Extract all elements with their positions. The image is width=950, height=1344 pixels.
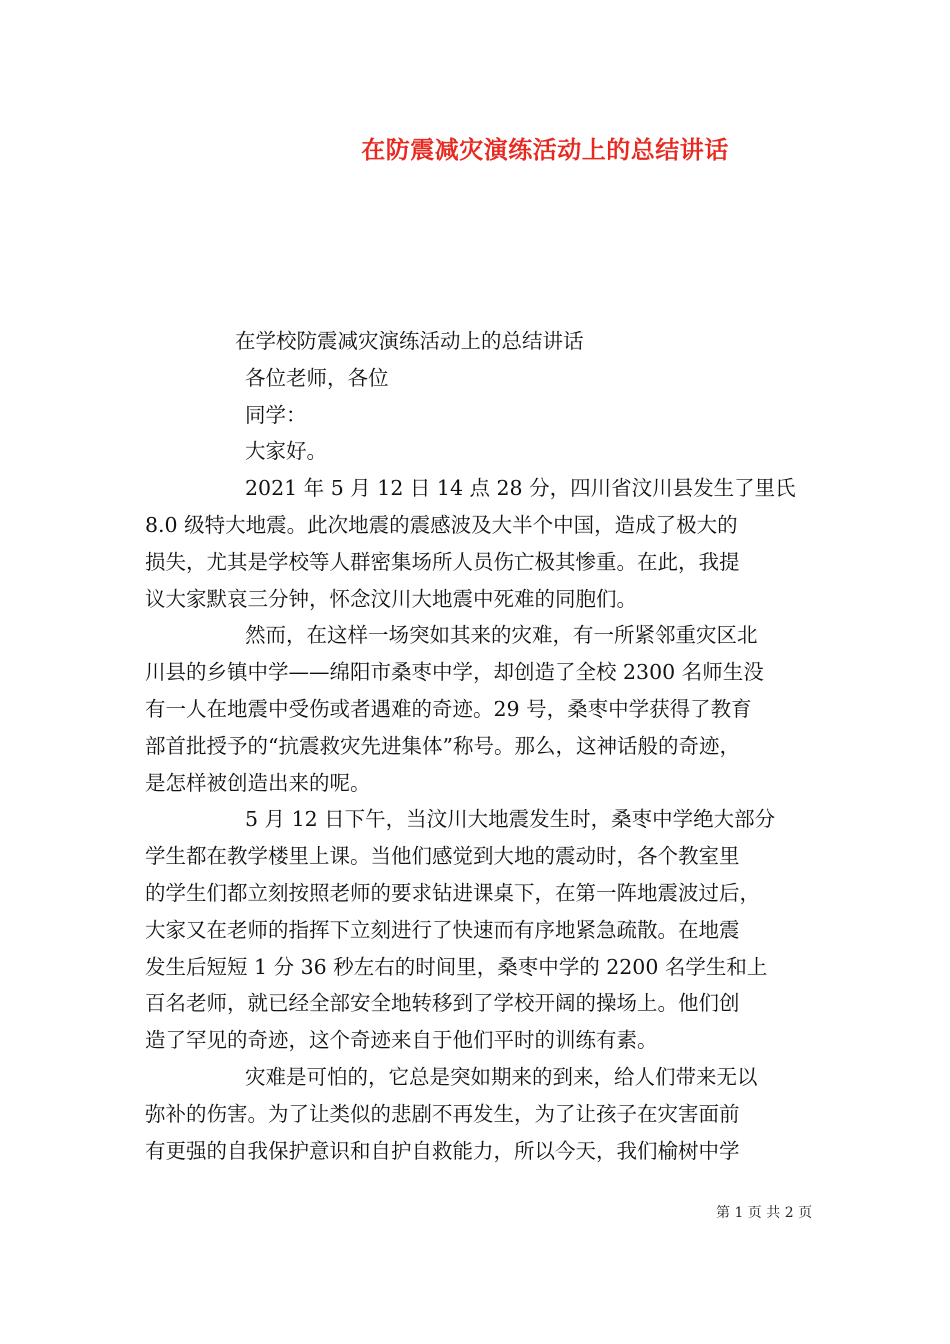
- paragraph-2: [145, 617, 805, 801]
- salutation-line: 大家好。: [245, 439, 327, 464]
- paragraph-line: 发生后短短 1 分 36 秒左右的时间里，桑枣中学的 2200 名学生和上: [145, 954, 768, 979]
- paragraph-3: [145, 801, 805, 1059]
- paragraph-line: 学生都在教学楼里上课。当他们感觉到大地的震动时，各个教室里: [145, 844, 740, 869]
- paragraph-line: 有一人在地震中受伤或者遇难的奇迹。29 号，桑枣中学获得了教育: [145, 696, 752, 721]
- salutation-line: 同学：: [245, 402, 307, 427]
- paragraph-line: 川县的乡镇中学——绵阳市桑枣中学，却创造了全校 2300 名师生没: [145, 660, 764, 685]
- paragraph-line: 大家又在老师的指挥下立刻进行了快速而有序地紧急疏散。在地震: [145, 917, 740, 942]
- paragraph-line: 造了罕见的奇迹，这个奇迹来自于他们平时的训练有素。: [145, 1028, 658, 1053]
- paragraph-4: [145, 1059, 805, 1169]
- document-subtitle: 在学校防震减灾演练活动上的总结讲话: [235, 329, 584, 353]
- paragraph-line: 损失，尤其是学校等人群密集场所人员伤亡极其惨重。在此，我提: [145, 549, 740, 574]
- paragraph-line: 灾难是可怕的，它总是突如期来的到来，给人们带来无以: [245, 1064, 758, 1089]
- salutation-line: 各位老师，各位: [245, 365, 389, 390]
- page-number: 第 1 页 共 2 页: [716, 1205, 813, 1221]
- paragraph-line: 8.0 级特大地震。此次地震的震感波及大半个中国，造成了极大的: [145, 512, 738, 537]
- paragraph-line: 弥补的伤害。为了让类似的悲剧不再发生，为了让孩子在灾害面前: [145, 1101, 740, 1126]
- paragraph-line: 是怎样被创造出来的呢。: [145, 770, 371, 795]
- document-body: [145, 323, 805, 1169]
- paragraph-line: 5 月 12 日下午，当汶川大地震发生时，桑枣中学绝大部分: [245, 807, 776, 832]
- paragraph-line: 2021 年 5 月 12 日 14 点 28 分，四川省汶川县发生了里氏: [245, 476, 796, 501]
- paragraph-line: 部首批授予的“抗震救灾先进集体”称号。那么，这神话般的奇迹，: [145, 733, 740, 758]
- paragraph-line: 的学生们都立刻按照老师的要求钻进课桌下，在第一阵地震波过后，: [145, 880, 760, 905]
- paragraph-line: 有更强的自我保护意识和自护自救能力，所以今天，我们榆树中学: [145, 1138, 740, 1163]
- paragraph-line: 议大家默哀三分钟，怀念汶川大地震中死难的同胞们。: [145, 586, 637, 611]
- paragraph-line: 百名老师，就已经全部安全地转移到了学校开阔的操场上。他们创: [145, 991, 740, 1016]
- paragraph-line: 然而，在这样一场突如其来的灾难，有一所紧邻重灾区北: [245, 623, 758, 648]
- paragraph-1: [145, 470, 805, 617]
- document-title: 在防震减灾演练活动上的总结讲话: [361, 135, 729, 164]
